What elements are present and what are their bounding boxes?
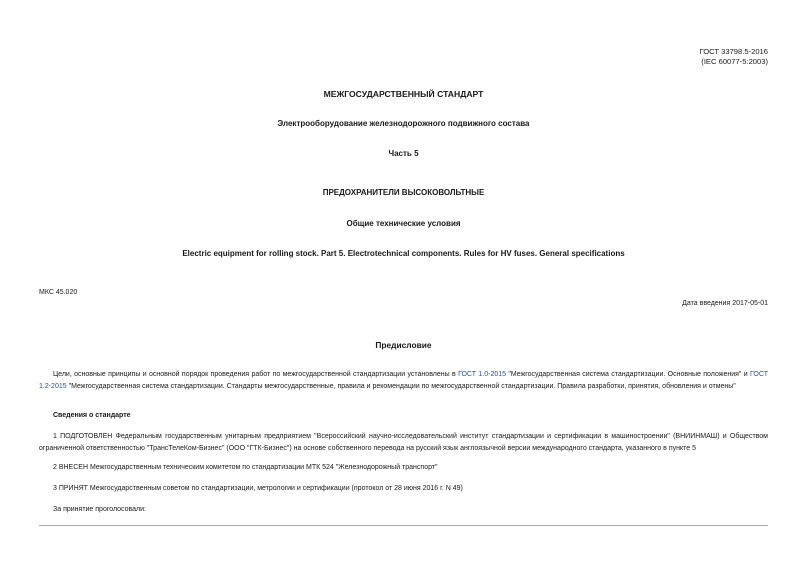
bottom-divider [39,525,768,526]
info-heading: Сведения о стандарте [53,412,131,419]
gost-number: ГОСТ 33798.5-2016 [699,47,768,56]
voted-label: За принятие проголосовали: [53,506,146,513]
preface-item-3: 3 ПРИНЯТ Межгосударственным советом по стандартизации, метрологии и сертификации (протокол от 28 июня 2016 г. N 49) [53,485,463,492]
preface-item-2: 2 ВНЕСЕН Межгосударственным техническим комитетом по стандартизации МТК 524 "Железнодорожный транспорт" [53,464,438,471]
preface-heading: Предисловие [375,340,432,350]
english-title: Electric equipment for rolling stock. Part 5. Electrotechnical components. Rules for HV fuses. General specifications [182,249,625,258]
preface-intro [39,369,768,392]
effective-date: Дата введения 2017-05-01 [682,300,768,307]
conditions-heading: Общие технические условия [346,219,461,228]
standard-name-heading: ПРЕДОХРАНИТЕЛИ ВЫСОКОВОЛЬТНЫЕ [322,188,485,197]
gost-1-0-link[interactable]: ГОСТ 1.0-2015 [458,371,507,378]
intro-text-2: "Межгосударственная система стандартизации. Основные положения" и [506,371,751,378]
standard-type-heading: МЕЖГОСУДАРСТВЕННЫЙ СТАНДАРТ [323,89,484,99]
intro-text-3: "Межгосударственная система стандартизации. Стандарты межгосударственные, правила и рекомендации по межгосударственной стандартизации. Правила разработки, принятия, обновления и отмены" [66,382,736,390]
part-heading: Часть 5 [388,149,419,158]
gost-1-2-link[interactable]: ГОСТ 1.2-2015 [39,371,768,390]
mks-code: МКС 45.020 [39,289,78,296]
preface-item-1: 1 ПОДГОТОВЛЕН Федеральным государственным унитарным предприятием "Всероссийский научно-исследовательский институт стандартизации и сертификации в машиностроении" (ВНИИНМАШ) и Обществом ограниченной ответственностью "ТрансТелеКом-Бизнес" (ООО "ГТК-Бизнес") на основе собственного перевода на русский язык англоязычной версии международного стандарта, указанного в пункте 5 [39,433,768,452]
iec-number: (IEC 60077-5:2003) [701,57,768,66]
intro-text-1: Цели, основные принципы и основной порядок проведения работ по межгосударственной стандартизации установлены в [53,371,459,378]
subject-heading: Электрооборудование железнодорожного подвижного состава [277,119,530,128]
